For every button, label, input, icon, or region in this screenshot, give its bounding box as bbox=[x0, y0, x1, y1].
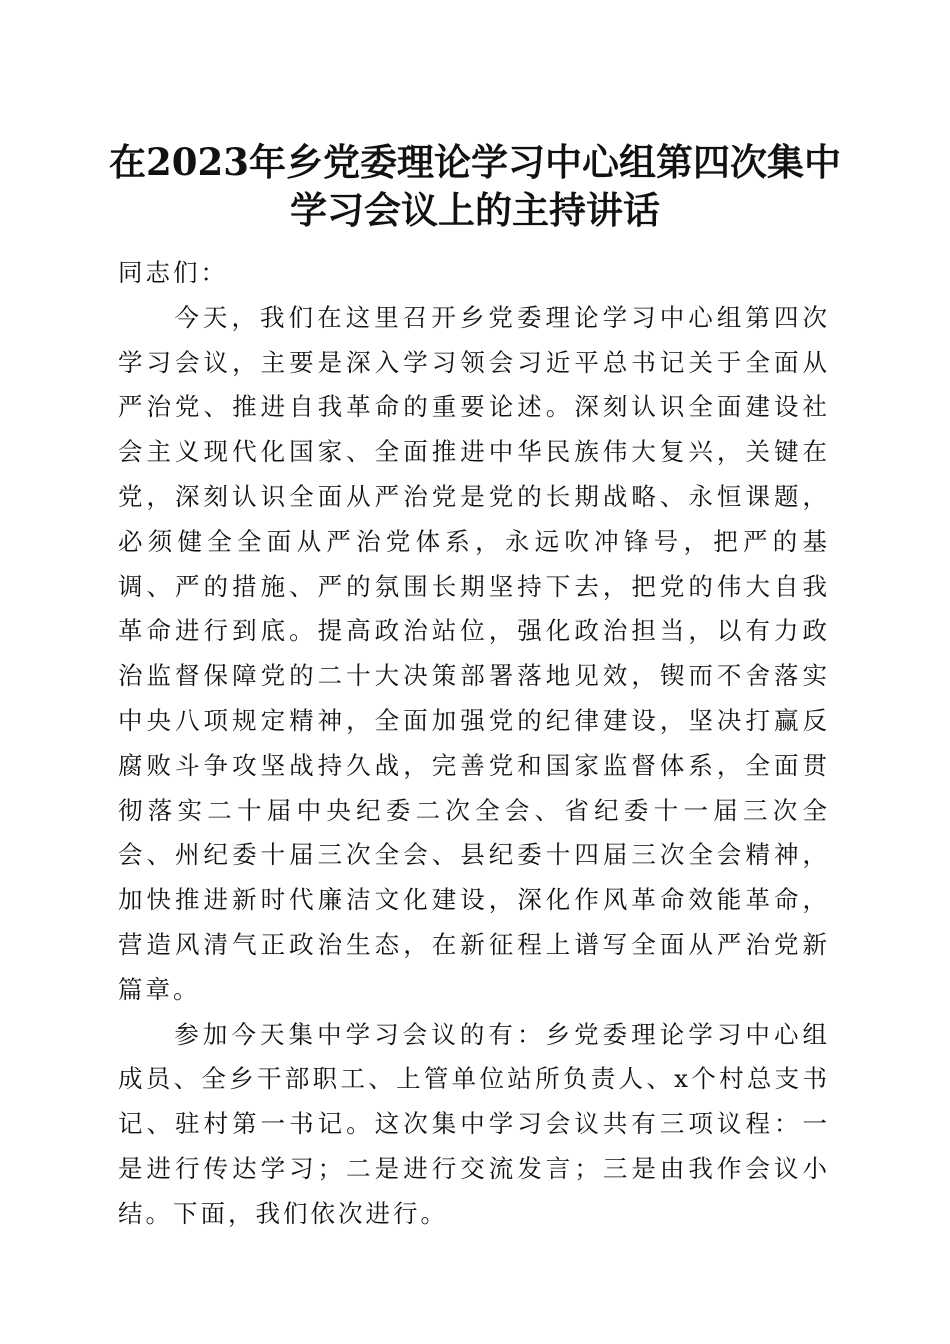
title-line-1: 在2023年乡党委理论学习中心组第四次集中 bbox=[109, 140, 841, 184]
title-line-2: 学习会议上的主持讲话 bbox=[290, 188, 660, 232]
document-title bbox=[80, 138, 870, 234]
salutation: 同志们： bbox=[118, 258, 228, 287]
paragraph-attendees-agenda: 参加今天集中学习会议的有：乡党委理论学习中心组成员、全乡干部职工、上管单位站所负责人、x个村总支书记、驻村第一书记。这次集中学习会议共有三项议程：一是进行传达学习；二是进行交流发言；三是由我作会议小结。下面，我们依次进行。 bbox=[118, 1019, 830, 1228]
paragraph-opening: 今天，我们在这里召开乡党委理论学习中心组第四次学习会议，主要是深入学习领会习近平总书记关于全面从严治党、推进自我革命的重要论述。深刻认识全面建设社会主义现代化国家、全面推进中华民族伟大复兴，关键在党，深刻认识全面从严治党是党的长期战略、永恒课题，必须健全全面从严治党体系，永远吹冲锋号，把严的基调、严的措施、严的氛围长期坚持下去，把党的伟大自我革命进行到底。提高政治站位，强化政治担当，以有力政治监督保障党的二十大决策部署落地见效，锲而不舍落实中央八项规定精神，全面加强党的纪律建设，坚决打赢反腐败斗争攻坚战持久战，完善党和国家监督体系，全面贯彻落实二十届中央纪委二次全会、省纪委十一届三次全会、州纪委十届三次全会、县纪委十四届三次全会精神，加快推进新时代廉洁文化建设，深化作风革命效能革命，营造风清气正政治生态，在新征程上谱写全面从严治党新篇章。 bbox=[118, 302, 830, 1004]
document-body bbox=[118, 251, 830, 1237]
